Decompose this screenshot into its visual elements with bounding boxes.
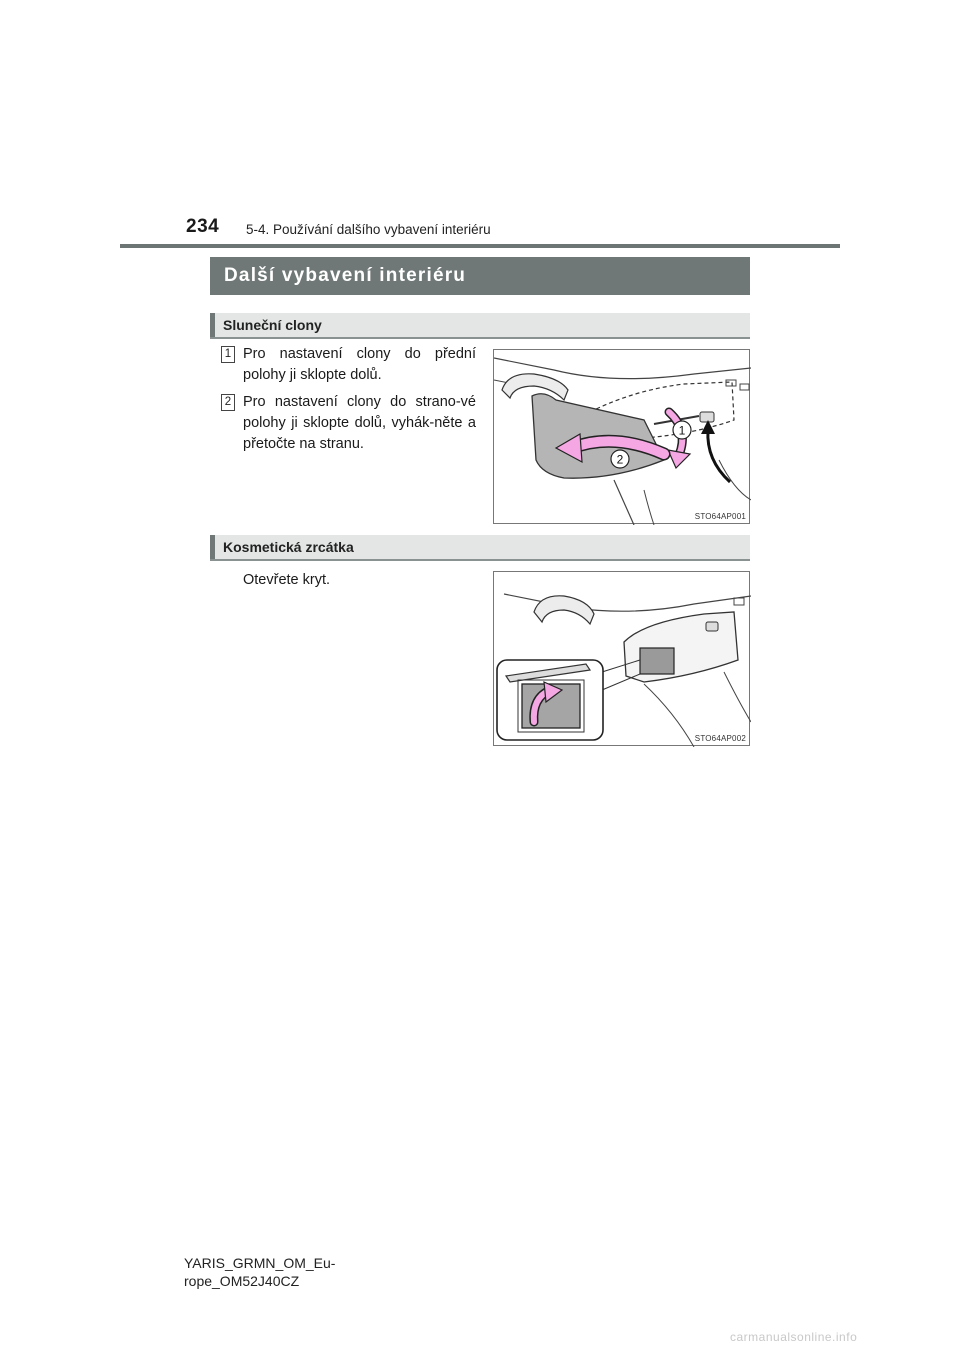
page-number: 234 <box>186 216 220 237</box>
site-watermark: carmanualsonline.info <box>730 1330 858 1344</box>
section-heading-vanity-mirrors <box>210 535 750 561</box>
figure-code: STO64AP002 <box>694 734 746 743</box>
vanity-mirror-figure <box>493 571 750 746</box>
figure-callout-1: 1 <box>678 423 686 438</box>
section-heading-label: Sluneční clony <box>223 317 322 333</box>
section-path: 5-4. Používání dalšího vybavení interiéru <box>246 222 491 237</box>
figure-code: STO64AP001 <box>694 512 746 521</box>
page-title: Další vybavení interiéru <box>210 257 750 295</box>
instruction-text: Otevřete kryt. <box>243 572 331 588</box>
document-id: YARIS_GRMN_OM_Eu-rope_OM52J40CZ <box>184 1255 336 1289</box>
header-rule <box>120 244 840 248</box>
section-heading-sun-visors <box>210 313 750 339</box>
step-badge-2: 2 <box>221 394 235 411</box>
step-text-1: Pro nastavení clony do přední polohy ji sklopte dolů. <box>243 346 476 383</box>
vanity-mirror-illustration <box>494 572 751 747</box>
section-heading-label: Kosmetická zrcátka <box>223 539 354 555</box>
sun-visor-illustration <box>494 350 751 525</box>
figure-callout-2: 2 <box>616 452 624 467</box>
step-badge-1: 1 <box>221 346 235 363</box>
step-text-2: Pro nastavení clony do strano-vé polohy ji sklopte dolů, vyhák-něte a přetočte na stranu. <box>243 394 476 452</box>
sun-visor-figure <box>493 349 750 524</box>
